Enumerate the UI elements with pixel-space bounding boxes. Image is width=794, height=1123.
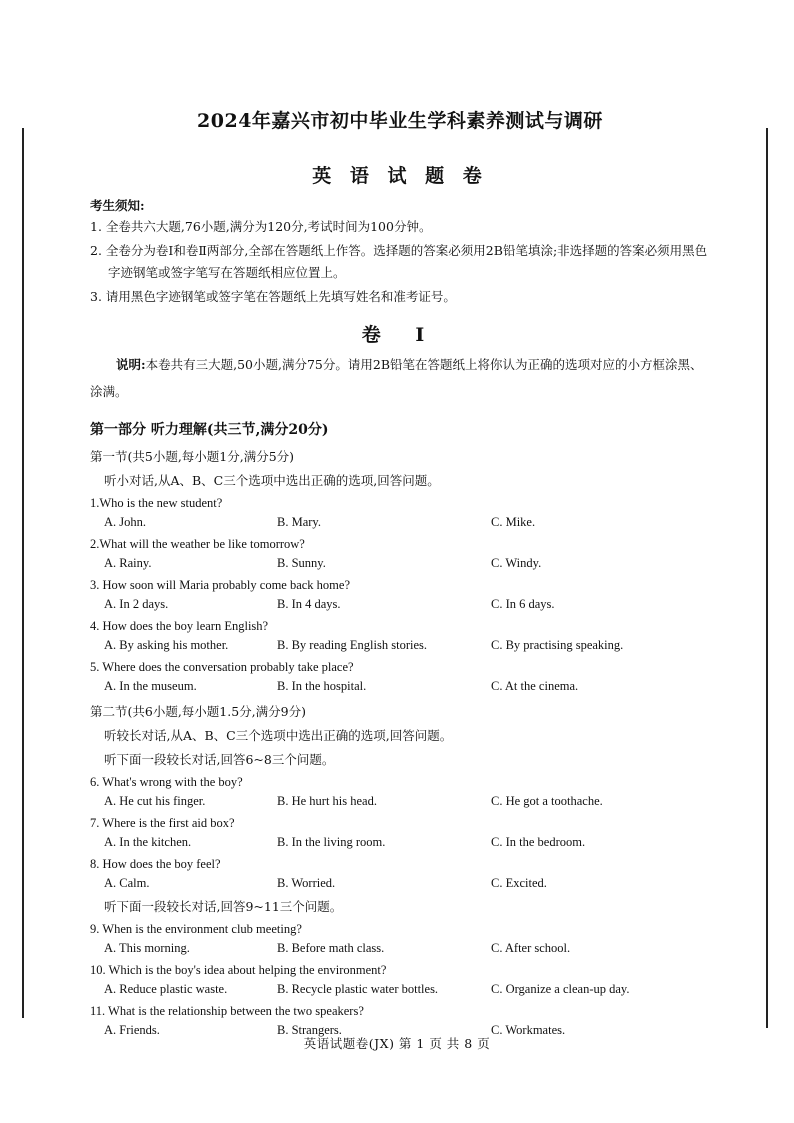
option-b: B. Mary. (277, 515, 321, 529)
question-block-5 (90, 660, 710, 694)
explanation-label: 说明: (116, 357, 146, 372)
dialog-2-instruction: 听下面一段较长对话,回答9~11三个问题。 (104, 899, 343, 914)
question-block-2 (90, 537, 710, 571)
option-a: A. Friends. (104, 1023, 160, 1037)
options-row (90, 876, 710, 891)
option-a: A. Rainy. (104, 556, 152, 570)
question-text: 4. How does the boy learn English? (90, 619, 269, 633)
option-b: B. Recycle plastic water bottles. (277, 982, 439, 996)
option-a: A. This morning. (104, 941, 190, 955)
section-title: 第一部分 听力理解(共三节,满分20分) (90, 422, 329, 438)
question-block-11 (90, 1004, 710, 1038)
options-row (90, 941, 710, 956)
option-b: B. By reading English stories. (277, 638, 427, 652)
question-block-7 (90, 816, 710, 850)
question-text: 10. Which is the boy's idea about helping the environment? (90, 963, 387, 977)
subsection-2-instruction: 听较长对话,从A、B、C三个选项中选出正确的选项,回答问题。 (104, 728, 453, 743)
options-row (90, 679, 710, 694)
notice-heading: 考生须知: (90, 198, 145, 213)
exam-subtitle: 英 语 试 题 卷 (312, 165, 488, 187)
page-edge-right (766, 128, 768, 1028)
option-b: B. Before math class. (277, 941, 385, 955)
exam-title: 2024年嘉兴市初中毕业生学科素养测试与调研 (197, 110, 603, 132)
option-c: C. By practising speaking. (491, 638, 624, 652)
question-block-10 (90, 963, 710, 997)
options-row (90, 982, 710, 997)
option-a: A. By asking his mother. (104, 638, 229, 652)
notice-item-1: 1. 全卷共六大题,76小题,满分为120分,考试时间为100分钟。 (90, 219, 432, 234)
options-row (90, 515, 710, 530)
question-text: 7. Where is the first aid box? (90, 816, 235, 830)
option-b: B. Strangers. (277, 1023, 342, 1037)
question-text: 6. What's wrong with the boy? (90, 775, 243, 789)
question-block-3 (90, 578, 710, 612)
options-row (90, 597, 710, 612)
question-text: 8. How does the boy feel? (90, 857, 221, 871)
page-footer: 英语试题卷(JX) 第 1 页 共 8 页 (303, 1036, 491, 1051)
option-a: A. In the museum. (104, 679, 197, 693)
volume-title: 卷 Ⅰ (361, 324, 439, 346)
options-row (90, 835, 710, 850)
dialog-1-instruction: 听下面一段较长对话,回答6~8三个问题。 (104, 752, 335, 767)
question-text: 1.Who is the new student? (90, 496, 223, 510)
option-b: B. Worried. (277, 876, 336, 890)
option-b: B. In the living room. (277, 835, 386, 849)
option-c: C. Organize a clean-up day. (491, 982, 630, 996)
notice-item-3: 3. 请用黑色字迹钢笔或签字笔在答题纸上先填写姓名和准考证号。 (90, 289, 456, 304)
subsection-2-heading: 第二节(共6小题,每小题1.5分,满分9分) (90, 704, 306, 719)
option-c: C. In 6 days. (491, 597, 555, 611)
question-text: 11. What is the relationship between the two speakers? (90, 1004, 364, 1018)
question-text: 3. How soon will Maria probably come back home? (90, 578, 351, 592)
option-a: A. In the kitchen. (104, 835, 192, 849)
exam-page (90, 96, 710, 1038)
question-block-8 (90, 857, 710, 891)
explanation-text: 本卷共有三大题,50小题,满分75分。请用2B铅笔在答题纸上将你认为正确的选项对应的小方框涂黑、涂满。 (90, 357, 703, 399)
subsection-1-instruction: 听小对话,从A、B、C三个选项中选出正确的选项,回答问题。 (104, 473, 440, 488)
option-c: C. At the cinema. (491, 679, 579, 693)
option-c: C. In the bedroom. (491, 835, 586, 849)
option-a: A. He cut his finger. (104, 794, 206, 808)
option-c: C. Excited. (491, 876, 547, 890)
option-b: B. Sunny. (277, 556, 326, 570)
question-block-1 (90, 496, 710, 530)
question-text: 2.What will the weather be like tomorrow? (90, 537, 305, 551)
option-a: A. Reduce plastic waste. (104, 982, 228, 996)
option-b: B. He hurt his head. (277, 794, 377, 808)
option-a: A. John. (104, 515, 147, 529)
question-block-9 (90, 922, 710, 956)
options-row (90, 794, 710, 809)
subsection-1-heading: 第一节(共5小题,每小题1分,满分5分) (90, 449, 295, 464)
question-text: 9. When is the environment club meeting? (90, 922, 302, 936)
question-text: 5. Where does the conversation probably take place? (90, 660, 354, 674)
question-block-4 (90, 619, 710, 653)
page-edge-left (22, 128, 24, 1018)
option-c: C. Windy. (491, 556, 542, 570)
options-row (90, 638, 710, 653)
question-block-6 (90, 775, 710, 809)
notice-item-2: 2. 全卷分为卷Ⅰ和卷Ⅱ两部分,全部在答题纸上作答。选择题的答案必须用2B铅笔填涂;非选择题的答案必须用黑色字迹钢笔或签字笔写在答题纸相应位置上。 (90, 243, 708, 280)
option-b: B. In 4 days. (277, 597, 341, 611)
option-a: A. In 2 days. (104, 597, 169, 611)
volume-explanation (90, 351, 710, 405)
option-c: C. Mike. (491, 515, 536, 529)
options-row (90, 556, 710, 571)
option-c: C. After school. (491, 941, 571, 955)
option-b: B. In the hospital. (277, 679, 367, 693)
option-c: C. Workmates. (491, 1023, 566, 1037)
option-c: C. He got a toothache. (491, 794, 603, 808)
option-a: A. Calm. (104, 876, 150, 890)
